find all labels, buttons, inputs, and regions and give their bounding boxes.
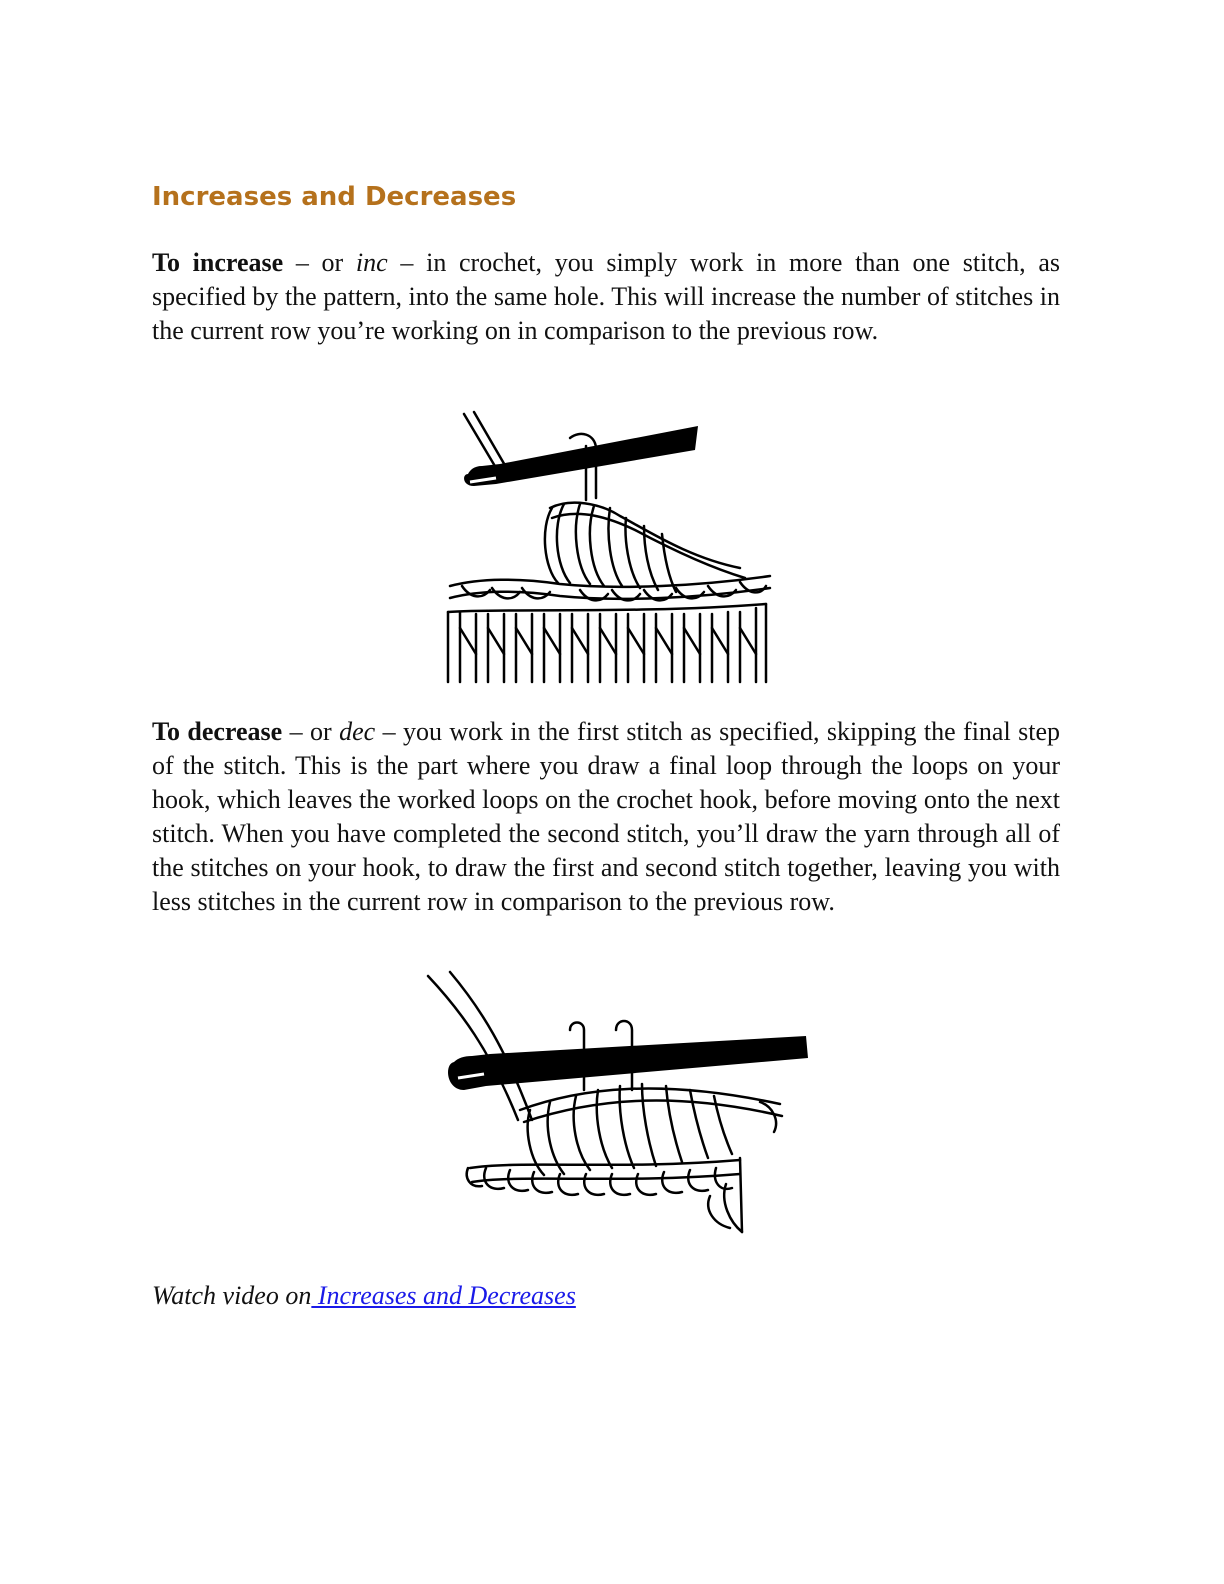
decrease-body: – you work in the first stitch as specified, skipping the final step of the stitch. This is the part where you draw a final loop through the loops on your hook, which leaves the worked loops on the crochet hook, before moving onto the next stitch. When you have completed the second stitch, you’ll draw the yarn through all of the stitches on your hook, to draw the first and second stitch together, leaving you with less stitches in the current row in comparison to the previous row. — [152, 717, 1060, 916]
increase-term: To increase — [152, 248, 284, 277]
increase-sep: – or — [283, 248, 356, 277]
decrease-term: To decrease — [152, 717, 283, 746]
increase-illustration — [440, 408, 780, 686]
video-link[interactable]: Increases and Decreases — [311, 1281, 576, 1310]
watch-prefix: Watch video on — [152, 1281, 312, 1310]
decrease-illustration — [420, 970, 812, 1252]
increase-body: – in crochet, you simply work in more than one stitch, as specified by the pattern, into the same hole. This will increase the number of stitches in the current row you’re working on in comparison to the previous row. — [152, 248, 1060, 345]
increase-abbr: inc — [355, 248, 388, 277]
section-heading: Increases and Decreases — [152, 182, 517, 212]
decrease-abbr: dec — [339, 717, 376, 746]
watch-video-line — [152, 1279, 576, 1313]
increase-paragraph — [152, 246, 1060, 348]
decrease-sep: – or — [282, 717, 340, 746]
decrease-paragraph — [152, 715, 1060, 919]
